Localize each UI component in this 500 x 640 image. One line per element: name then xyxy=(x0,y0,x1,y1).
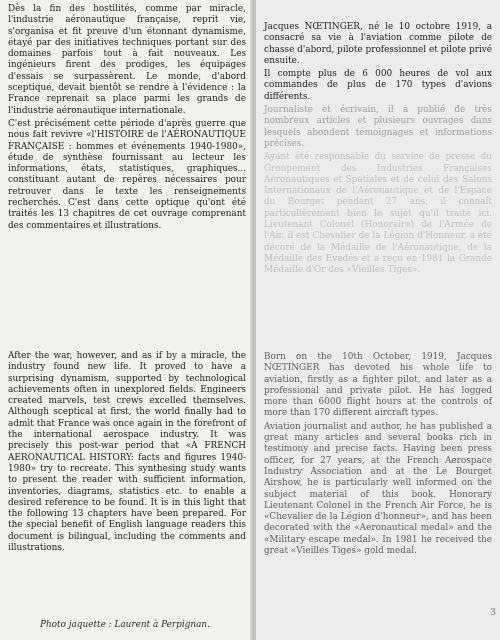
paragraph: After the war, however, and as if by a miracle, the industry found new life. It proved to have a surprising dynamism, supported by technological achievements often in unexplored fields. Engineers created marvels, test crews excelled themselves. Although sceptical at first, the world finally had to admit that France was once again in the forefront of the international aerospace industry. It was precisely this post-war period that «A FRENCH AERONAUTICAL HISTORY: facts and figures 1940-1980» try to recreate. This synthesing study wants to present the reader with sufficient information, inventories, diagrams, statistics etc. to enable a desired reference to be found. It is in this light that the following 13 chapters have been prepared. For the special benefit of English language readers this document is bilingual, including the comments and illustrations. xyxy=(8,351,246,554)
french-intro-text xyxy=(8,4,246,234)
right-page xyxy=(256,0,500,640)
photo-credit: Photo jaquette : Laurent à Perpignan. xyxy=(40,620,210,630)
paragraph: Journaliste et écrivain, il a publié de très nombreux articles et plusieurs ouvrages dans lesquels abondent témoignages et informations précises. xyxy=(264,105,492,149)
paragraph: Born on the 10th October, 1919, Jacques NŒTINGER has devoted his whole life to aviation, firstly as a fighter pilot, and later as a professional and private pilot. He has logged more than 6000 flight hours at the controls of more than 170 different aircraft types. xyxy=(264,352,492,419)
paragraph: Aviation journalist and author, he has published a great many articles and several books rich in testimony and precise facts. Having been press officer, for 27 years, at the French Aerospace Industry Association and at the Le Bourget Airshow, he is particularly well informed on the subject material of this book. Honorary Lieutenant Colonel in the French Air Force, he is «Chevalier de la Légion d'honneur», and has been decorated with the «Aeronautical medal» and the «Military escape medal». In 1981 he received the great «Vieilles Tiges» gold medal. xyxy=(264,421,492,557)
paragraph: C'est précisément cette période d'après guerre que nous fait revivre «l'HISTOIRE de l'AÉRONAUTIQUE FRANÇAISE : hommes et événements 1940-1980», étude de synthèse fournissant au lecteur les informations, états, statistiques, graphiques... constituant autant de repères nécessaires pour retrouver dans le texte les renseignements recherchés. C'est dans cette optique qu'ont été traités les 13 chapitres de cet ouvrage comprenant des commentaires et illustrations. xyxy=(8,118,246,231)
paragraph: Il compte plus de 6 000 heures de vol aux commandes de plus de 170 types d'avions différents. xyxy=(264,69,492,102)
paragraph: Jacques NŒTINGER, né le 10 octobre 1919, a consacré sa vie à l'aviation comme pilote de chasse d'abord, pilote professionnel et pilote privé ensuite. xyxy=(264,22,492,66)
paragraph: Dès la fin des hostilités, comme par miracle, l'industrie aéronautique française, reprit vie, s'organisa et fit preuve d'un étonnant dynamisme, étayé par des initiatives techniques portant sur des domaines parfois tout à fait nouveaux. Les ingénieurs firent des prodiges, les équipages d'essais se surpassèrent. Le monde, d'abord sceptique, devait bientôt se rendre à l'évidence : la France reprenait sa place parmi les grands de l'industrie aéronautique internationale. xyxy=(8,4,246,116)
english-intro-text xyxy=(8,351,246,556)
french-author-bio xyxy=(264,22,492,279)
english-author-bio xyxy=(264,352,492,559)
paragraph: Ayant été responsable du service de presse du Groupement des Industries Françaises Aéronautiques et Spatiales et de celui des Salons Internationaux de l'Aéronautique et de l'Espace du Bourget pendant 27 ans, il connaît particulièrement bien le sujet qu'il traite ici. Lieutenant Colonel (Honoraire) de l'Armée de l'Air, il est Chevalier de la Légion d'Honneur, a été décoré de la Médaille de l'Aéronautique, de la Médaille des Evadés et a reçu en 1981 la Grande Médaille d'Or des «Vieilles Tiges». xyxy=(264,152,492,276)
page-number: 3 xyxy=(490,608,496,618)
